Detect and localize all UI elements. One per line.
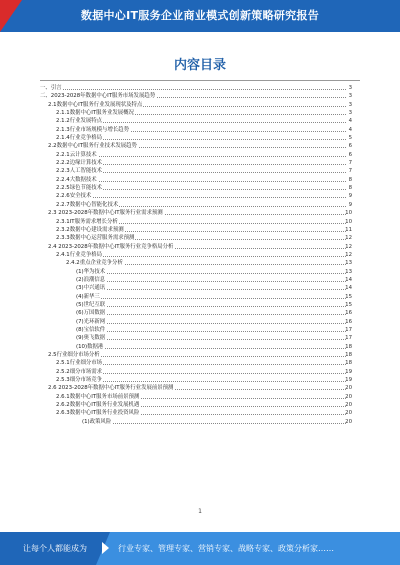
toc-entry-page: 3 — [348, 85, 352, 91]
toc-entry-page: 11 — [345, 226, 352, 233]
toc-entry-title: 2.2数据中心IT服务行业技术发展趋势 — [48, 143, 137, 150]
toc-entry-page: 16 — [345, 318, 352, 325]
toc-leader-dots — [76, 323, 346, 324]
toc-entry-title: 2.3.1IT服务需求增长分析 — [56, 218, 118, 225]
toc-entry-page: 19 — [345, 368, 352, 375]
toc-entry-title: 2.3.2数据中心建设需求预测 — [56, 226, 124, 233]
toc-entry[interactable] — [0, 334, 400, 342]
toc-entry-title: 2.1.1数据中心IT服务业发展概况 — [56, 110, 134, 117]
toc-entry[interactable] — [0, 84, 400, 92]
toc-entry[interactable] — [0, 301, 400, 309]
toc-entry-title: (2)浪潮信息 — [76, 276, 106, 283]
toc-entry-title: (4)新华三 — [76, 293, 100, 300]
toc-entry-page: 19 — [345, 377, 352, 384]
toc-divider — [40, 80, 360, 81]
toc-entry-title: (10)数据港 — [76, 343, 104, 350]
toc-entry-title: (1)华为技术 — [76, 268, 106, 275]
toc-entry-page: 14 — [345, 276, 352, 283]
toc-entry[interactable] — [0, 293, 400, 301]
toc-entry-title: (5)世纪互联 — [76, 301, 106, 308]
toc-entry-page: 17 — [345, 326, 352, 333]
toc-entry-title: 2.2.6安全技术 — [56, 193, 92, 200]
toc-entry[interactable] — [0, 184, 400, 192]
toc-entry-title: 2.5.3细分市场竞争 — [56, 377, 103, 384]
toc-entry-title: 二、2023-2028年数据中心IT服务市场发展趋势 — [40, 93, 156, 100]
toc-entry[interactable] — [0, 259, 400, 267]
toc-entry-title: (7)光环新网 — [76, 318, 106, 325]
toc-entry[interactable] — [0, 243, 400, 251]
toc-leader-dots — [76, 298, 346, 299]
toc-entry[interactable] — [0, 209, 400, 217]
toc-entry-title: 2.6.2数据中心IT服务行业发展机遇 — [56, 402, 140, 409]
toc-entry[interactable] — [0, 159, 400, 167]
toc-entry-title: 2.3.3数据中心运营服务需求预测 — [56, 235, 135, 242]
toc-entry[interactable] — [0, 351, 400, 359]
arrow-right-icon — [102, 542, 109, 554]
toc-entry-page: 13 — [345, 268, 352, 275]
page-number: 1 — [198, 508, 202, 515]
toc-entry-title: 2.5.1行业细分市场 — [56, 360, 103, 367]
toc-entry-title: 2.1数据中心IT服务行业发展现状及特点 — [48, 101, 143, 108]
toc-entry-page: 7 — [348, 160, 352, 167]
toc-leader-dots — [82, 423, 346, 424]
toc-entry[interactable] — [0, 218, 400, 226]
toc-entry[interactable] — [0, 276, 400, 284]
toc-entry[interactable] — [0, 201, 400, 209]
toc-entry[interactable] — [0, 151, 400, 159]
toc-entry-title: 2.2.5绿色节能技术 — [56, 185, 103, 192]
toc-entry[interactable] — [0, 309, 400, 317]
toc-entry[interactable] — [0, 343, 400, 351]
toc-entry-page: 15 — [345, 293, 352, 300]
toc-entry[interactable] — [0, 101, 400, 109]
toc-heading: 内容目录 — [173, 58, 226, 73]
toc-leader-dots — [76, 339, 346, 340]
toc-entry-title: 2.5行业细分市场分析 — [48, 352, 100, 358]
toc-entry-page: 8 — [348, 185, 352, 192]
toc-entry-page: 3 — [348, 110, 352, 117]
toc-entry-page: 18 — [345, 352, 352, 358]
toc-entry-page: 9 — [348, 193, 352, 200]
toc-entry-page: 20 — [345, 418, 352, 425]
toc-entry-page: 20 — [345, 410, 352, 417]
toc-entry-page: 7 — [348, 168, 352, 175]
toc-entry-title: 2.6.3数据中心IT服务行业投资风险 — [56, 410, 140, 417]
toc-entry-page: 20 — [345, 385, 352, 392]
toc-leader-dots — [76, 348, 346, 349]
toc-entry-title: (6)万国数据 — [76, 310, 106, 317]
toc-entry[interactable] — [0, 409, 400, 417]
toc-entry[interactable] — [0, 92, 400, 100]
toc-entry[interactable] — [0, 192, 400, 200]
toc-entry-title: 2.4.2重点企业竞争分析 — [66, 260, 123, 267]
footer-slogan-left: 让每个人都能成为 — [23, 544, 87, 553]
toc-entry[interactable] — [0, 284, 400, 292]
toc-entry-title: (9)奥飞数据 — [76, 335, 106, 342]
toc-entry[interactable] — [0, 234, 400, 242]
toc-entry-page: 15 — [345, 301, 352, 308]
toc-entry[interactable] — [0, 167, 400, 175]
toc-entry-page: 17 — [345, 335, 352, 342]
toc-leader-dots — [40, 89, 346, 90]
toc-entry-title: 2.6.1数据中心IT服务市场前景预测 — [56, 393, 140, 400]
toc-entry-page: 20 — [345, 393, 352, 400]
toc-entry-title: 一、引言 — [40, 85, 62, 91]
toc-entry-title: 2.1.3行业市场规模与增长趋势 — [56, 126, 130, 133]
toc-entry-title: 2.5.2细分市场需求 — [56, 368, 103, 375]
toc-entry-title: (3)中兴通讯 — [76, 285, 106, 292]
toc-leader-dots — [76, 289, 346, 290]
toc-entry[interactable] — [0, 359, 400, 367]
toc-entry-page: 9 — [348, 201, 352, 208]
toc-entry[interactable] — [0, 176, 400, 184]
toc-leader-dots — [56, 197, 346, 198]
toc-entry-page: 12 — [345, 235, 352, 242]
toc-leader-dots — [76, 273, 346, 274]
footer-slogan-right: 行业专家、管理专家、营销专家、战略专家、政策分析家…… — [118, 544, 334, 553]
toc-entry[interactable] — [0, 393, 400, 401]
toc-entry-page: 10 — [345, 210, 352, 217]
toc-entry[interactable] — [0, 418, 400, 426]
toc-entry-title: 2.3 2023-2028年数据中心IT服务行业需求预测 — [48, 210, 163, 217]
toc-entry-page: 18 — [345, 360, 352, 367]
toc-entry[interactable] — [0, 268, 400, 276]
toc-entry-page: 4 — [348, 126, 352, 133]
toc-entry-page: 16 — [345, 310, 352, 317]
toc-entry[interactable] — [0, 401, 400, 409]
toc-entry-title: 2.2.1云计算技术 — [56, 151, 97, 158]
toc-entry[interactable] — [0, 251, 400, 259]
toc-entry-title: 2.2.4大数据技术 — [56, 176, 97, 183]
toc-entry[interactable] — [0, 384, 400, 392]
toc-entry[interactable] — [0, 109, 400, 117]
toc-entry-title: 2.4.1行业竞争格局 — [56, 251, 103, 258]
toc-entry[interactable] — [0, 142, 400, 150]
toc-entry[interactable] — [0, 134, 400, 142]
toc-entry-title: 2.2.2边缘计算技术 — [56, 160, 103, 167]
page-footer — [0, 532, 400, 565]
toc-entry[interactable] — [0, 126, 400, 134]
report-title: 数据中心IT服务企业商业模式创新策略研究报告 — [80, 9, 320, 22]
toc-entry-page: 20 — [345, 402, 352, 409]
toc-entry-page: 5 — [348, 135, 352, 142]
toc-entry-title: 2.1.2行业发展特点 — [56, 118, 103, 125]
toc-entry-page: 6 — [348, 151, 352, 158]
toc-entry-title: (1)政策风险 — [82, 418, 112, 425]
toc-entry-title: 2.1.4行业竞争格局 — [56, 135, 103, 142]
toc-entry-page: 12 — [345, 251, 352, 258]
toc-leader-dots — [76, 306, 346, 307]
toc-entry-title: 2.6 2023-2028年数据中心IT服务行业发展前景预测 — [48, 385, 174, 392]
toc-entry-page: 18 — [345, 343, 352, 350]
toc-entry[interactable] — [0, 117, 400, 125]
toc-entry-page: 6 — [348, 143, 352, 150]
toc-entry-page: 3 — [348, 101, 352, 108]
toc-leader-dots — [76, 314, 346, 315]
toc-leader-dots — [56, 181, 346, 182]
toc-entry[interactable] — [0, 318, 400, 326]
toc-leader-dots — [76, 281, 346, 282]
toc-entry[interactable] — [0, 368, 400, 376]
toc-entry-page: 8 — [348, 176, 352, 183]
table-of-contents — [0, 84, 400, 426]
toc-entry-page: 14 — [345, 285, 352, 292]
toc-entry-title: 2.2.3人工智能技术 — [56, 168, 103, 175]
toc-entry-title: 2.2.7数据中心智能化技术 — [56, 201, 119, 208]
toc-entry-page: 3 — [348, 93, 352, 100]
toc-entry-page: 12 — [345, 243, 352, 250]
toc-entry[interactable] — [0, 376, 400, 384]
toc-entry-page: 10 — [345, 218, 352, 225]
toc-leader-dots — [56, 156, 346, 157]
toc-entry[interactable] — [0, 326, 400, 334]
page-header — [0, 0, 400, 32]
toc-entry[interactable] — [0, 226, 400, 234]
toc-entry-title: (8)宝信软件 — [76, 326, 106, 333]
toc-leader-dots — [76, 331, 346, 332]
toc-entry-title: 2.4 2023-2028年数据中心IT服务行业竞争格局分析 — [48, 243, 174, 250]
toc-entry-page: 4 — [348, 118, 352, 125]
toc-entry-page: 13 — [345, 260, 352, 267]
